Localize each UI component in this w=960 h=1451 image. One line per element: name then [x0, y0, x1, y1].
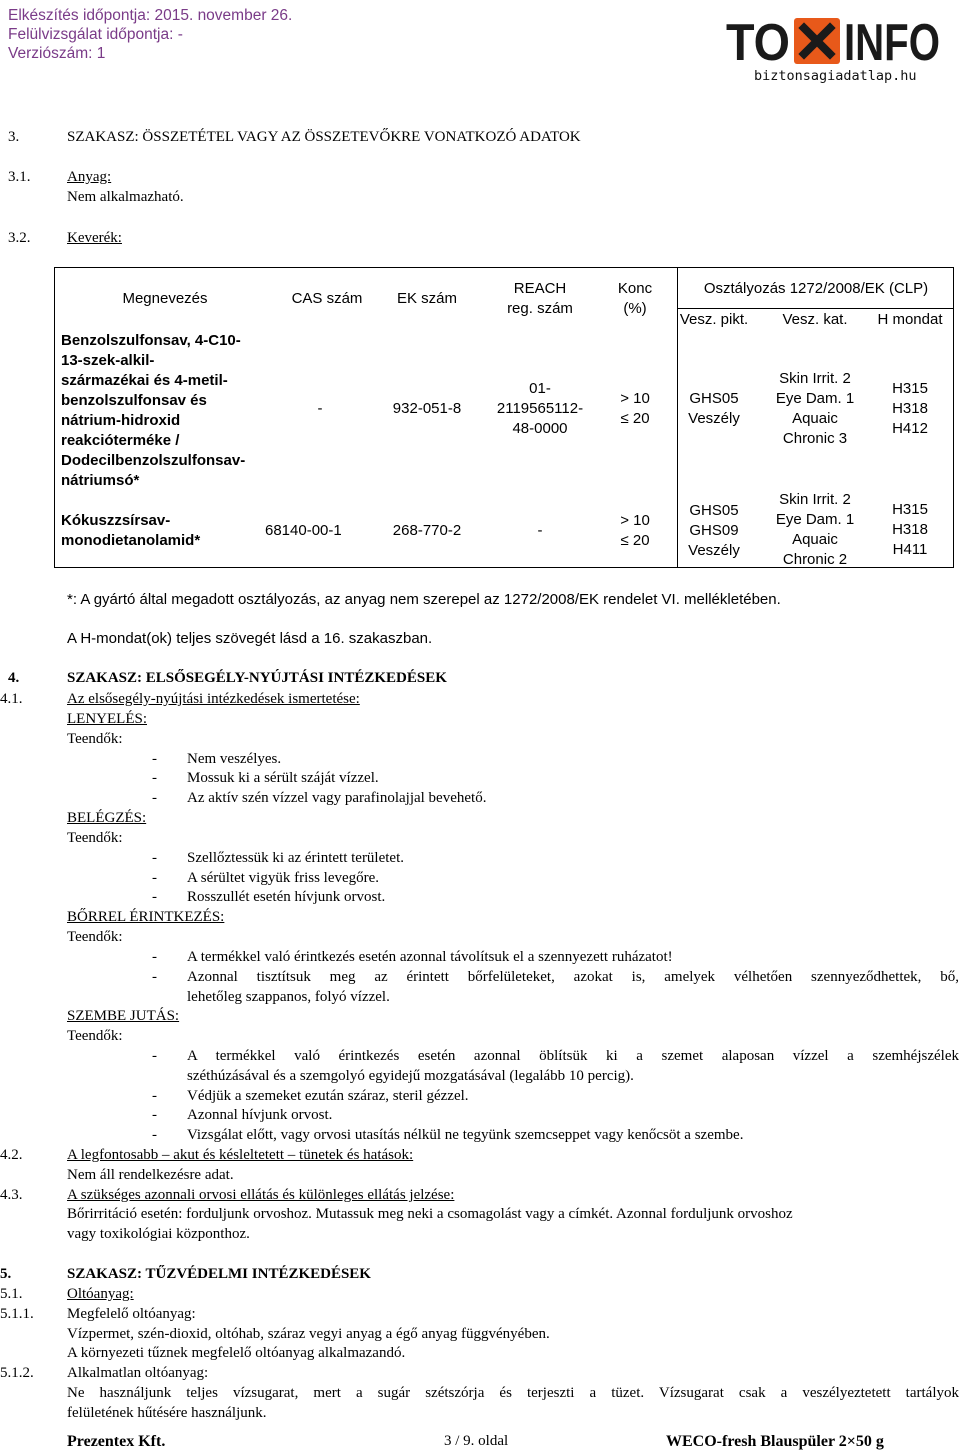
row2-cas: 68140-00-1 — [265, 522, 342, 539]
section-3-2-number: 3.2. — [8, 230, 31, 246]
row1-reach-2: 2119565112- — [496, 400, 584, 417]
section-3-2-label: Keverék: — [67, 230, 122, 246]
section-5-1-1-number: 5.1.1. — [0, 1306, 34, 1322]
row1-konc-1: > 10 — [620, 390, 650, 407]
row2-pikt-3: Veszély — [688, 542, 740, 559]
th-cas: CAS szám — [291, 290, 363, 307]
section-3-1-text: Nem alkalmazható. — [67, 189, 184, 205]
row1-pikt-1: GHS05 — [689, 390, 739, 407]
section-4-3-title: A szükséges azonnali orvosi ellátás és különleges ellátás jelzése: — [67, 1187, 455, 1203]
row1-h-3: H412 — [892, 420, 928, 437]
list-item: Vizsgálat előtt, vagy orvosi utasítás nélkül ne tegyünk szemcseppet vagy kenőcsöt a szembe. — [187, 1127, 744, 1143]
list-item: A sérültet vigyük friss levegőre. — [187, 870, 380, 886]
list-item: Rosszullét esetén hívjunk orvost. — [187, 889, 386, 905]
row1-kat-2: Eye Dam. 1 — [775, 390, 855, 407]
row1-name-4: benzolszulfonsav és — [61, 392, 207, 409]
section-5-title: SZAKASZ: TŰZVÉDELMI INTÉZKEDÉSEK — [67, 1266, 371, 1282]
section-4-3-text-1: Bőrirritáció esetén: forduljunk orvoshoz. Mutassuk meg neki a csomagolást vagy a címkét. Azonnal forduljunk orvoshoz — [67, 1206, 793, 1222]
list-item: Azonnal hívjunk orvost. — [187, 1107, 333, 1123]
row1-pikt-2: Veszély — [688, 410, 740, 427]
row2-ek: 268-770-2 — [392, 522, 462, 539]
row2-h-2: H318 — [892, 521, 928, 538]
row2-reach: - — [537, 522, 543, 539]
list-item: A termékkel való érintkezés esetén azonnal öblítsük ki a szemet alaposan vízzel a szemhéjszélek — [187, 1048, 959, 1064]
row1-name-1: Benzolszulfonsav, 4-C10- — [61, 332, 241, 349]
section-5-1-2-number: 5.1.2. — [0, 1365, 34, 1381]
footer-product-name: WECO-fresh Blauspüler 2×50 g — [666, 1433, 884, 1450]
row2-name-2: monodietanolamid* — [61, 532, 201, 549]
row1-h-2: H318 — [892, 400, 928, 417]
ingestion-actions-label: Teendők: — [67, 731, 123, 747]
row2-kat-1: Skin Irrit. 2 — [779, 491, 851, 508]
section-4-2-text: Nem áll rendelkezésre adat. — [67, 1167, 234, 1183]
row1-name-6: reakcióterméke / — [61, 432, 180, 449]
row1-name-8: nátriumsó* — [61, 472, 140, 489]
row1-kat-1: Skin Irrit. 2 — [779, 370, 851, 387]
header-version: Verziószám: 1 — [8, 45, 106, 62]
row2-pikt-1: GHS05 — [689, 502, 739, 519]
row1-kat-3: Aquaic — [792, 410, 838, 427]
footer-company: Prezentex Kft. — [67, 1433, 166, 1450]
th-classification: Osztályozás 1272/2008/EK (CLP) — [703, 280, 929, 297]
row2-pikt-2: GHS09 — [689, 522, 739, 539]
section-3-1-number: 3.1. — [8, 169, 31, 185]
row2-name-1: Kókuszzsírsav- — [61, 512, 171, 529]
th-konc-1: Konc — [617, 280, 653, 297]
th-konc-2: (%) — [623, 300, 647, 317]
section-5-1-number: 5.1. — [0, 1286, 23, 1302]
row2-kat-4: Chronic 2 — [782, 551, 848, 568]
section-3-title: SZAKASZ: ÖSSZETÉTEL VAGY AZ ÖSSZETEVŐKRE VONATKOZÓ ADATOK — [67, 129, 581, 145]
footer-page-number: 3 / 9. oldal — [444, 1433, 509, 1449]
inhalation-label: BELÉGZÉS: — [67, 810, 147, 826]
row1-reach-1: 01- — [529, 380, 551, 397]
list-item: Az aktív szén vízzel vagy parafinolajjal bevehető. — [187, 790, 487, 806]
list-item: Mossuk ki a sérült száját vízzel. — [187, 770, 379, 786]
section-5-1-1-text-2: A környezeti tűznek megfelelő oltóanyag alkalmazandó. — [67, 1345, 406, 1361]
th-h-statement: H mondat — [877, 311, 943, 328]
section-5-1-title: Oltóanyag: — [67, 1286, 134, 1302]
th-ek: EK szám — [396, 290, 457, 307]
list-item-continued: széthúzásával és a szemgolyó egyidejű mozgatásával (legalább 10 percig). — [187, 1068, 634, 1084]
toxinfo-logo — [724, 14, 942, 72]
header-revision-date: Felülvizsgálat időpontja: - — [8, 26, 183, 43]
list-item-continued: lehetőleg szappanos, folyó vízzel. — [187, 989, 390, 1005]
composition-table — [54, 267, 954, 568]
svg-text:TO: TO — [726, 14, 790, 72]
section-4-number: 4. — [8, 670, 20, 686]
section-5-1-2-text-2: felületének hűtésére használjunk. — [67, 1405, 267, 1421]
skin-actions-label: Teendők: — [67, 929, 123, 945]
row2-konc-1: > 10 — [620, 512, 650, 529]
row1-h-1: H315 — [892, 380, 928, 397]
section-5-1-2-title: Alkalmatlan oltóanyag: — [67, 1365, 209, 1381]
section-4-3-number: 4.3. — [0, 1187, 23, 1203]
section-3-number: 3. — [8, 129, 20, 145]
row1-name-2: 13-szek-alkil- — [61, 352, 155, 369]
section-4-1-number: 4.1. — [0, 691, 23, 707]
th-pictogram: Vesz. pikt. — [679, 311, 749, 328]
section-4-2-number: 4.2. — [0, 1147, 23, 1163]
row2-h-3: H411 — [892, 541, 928, 558]
th-reach-1: REACH — [513, 280, 567, 297]
row2-kat-3: Aquaic — [792, 531, 838, 548]
row2-h-1: H315 — [892, 501, 928, 518]
row1-kat-4: Chronic 3 — [782, 430, 848, 447]
list-item: Szellőztessük ki az érintett területet. — [187, 850, 405, 866]
row1-name-5: nátrium-hidroxid — [61, 412, 181, 429]
row1-reach-3: 48-0000 — [512, 420, 568, 437]
skin-contact-label: BŐRREL ÉRINTKEZÉS: — [67, 909, 225, 925]
h-statement-reference: A H-mondat(ok) teljes szövegét lásd a 16. szakaszban. — [67, 630, 433, 647]
row2-konc-2: ≤ 20 — [620, 532, 650, 549]
section-3-1-label: Anyag: — [67, 169, 112, 185]
logo-website: biztonsagiadatlap.hu — [754, 68, 917, 84]
row1-name-7: Dodecilbenzolszulfonsav- — [61, 452, 246, 469]
list-item: Védjük a szemeket ezután száraz, steril gézzel. — [187, 1088, 469, 1104]
th-name: Megnevezés — [122, 290, 208, 307]
row1-konc-2: ≤ 20 — [620, 410, 650, 427]
header-created-date: Elkészítés időpontja: 2015. november 26. — [8, 7, 293, 24]
section-5-1-1-text-1: Vízpermet, szén-dioxid, oltóhab, száraz vegyi anyag a égő anyag függvényében. — [67, 1326, 550, 1342]
th-category: Vesz. kat. — [782, 311, 848, 328]
inhalation-actions-label: Teendők: — [67, 830, 123, 846]
section-4-3-text-2: vagy toxikológiai központhoz. — [67, 1226, 250, 1242]
section-5-1-2-text-1: Ne használjunk teljes vízsugarat, mert a sugár szétszórja és terjeszti a tüzet. Vízsugarat csak a veszélyeztetett tartályok — [67, 1385, 959, 1401]
svg-text:INFO: INFO — [844, 14, 940, 72]
eye-actions-label: Teendők: — [67, 1028, 123, 1044]
th-reach-2: reg. szám — [507, 300, 573, 317]
section-4-2-title: A legfontosabb – akut és késleltetett – tünetek és hatások: — [67, 1147, 414, 1163]
list-item: Azonnal tisztítsuk meg az érintett bőrfelületeket, azokat is, amelyek vélhetően szennyeződhettek, bő, — [187, 969, 959, 985]
row2-kat-2: Eye Dam. 1 — [775, 511, 855, 528]
row1-cas: - — [317, 400, 323, 417]
section-5-1-1-title: Megfelelő oltóanyag: — [67, 1306, 196, 1322]
eye-contact-label: SZEMBE JUTÁS: — [67, 1008, 180, 1024]
row1-name-3: származékai és 4-metil- — [61, 372, 228, 389]
ingestion-label: LENYELÉS: — [67, 711, 147, 727]
section-4-1-title: Az elsősegély-nyújtási intézkedések ismertetése: — [67, 691, 360, 707]
list-item: Nem veszélyes. — [187, 751, 282, 767]
row1-ek: 932-051-8 — [392, 400, 462, 417]
list-item: A termékkel való érintkezés esetén azonnal távolítsuk el a szennyezett ruházatot! — [187, 949, 673, 965]
section-5-number: 5. — [0, 1266, 12, 1282]
table-footnote: *: A gyártó által megadott osztályozás, az anyag nem szerepel az 1272/2008/EK rendelet VI. mellékletében. — [67, 591, 781, 608]
section-4-title: SZAKASZ: ELSŐSEGÉLY-NYÚJTÁSI INTÉZKEDÉSEK — [67, 670, 447, 686]
